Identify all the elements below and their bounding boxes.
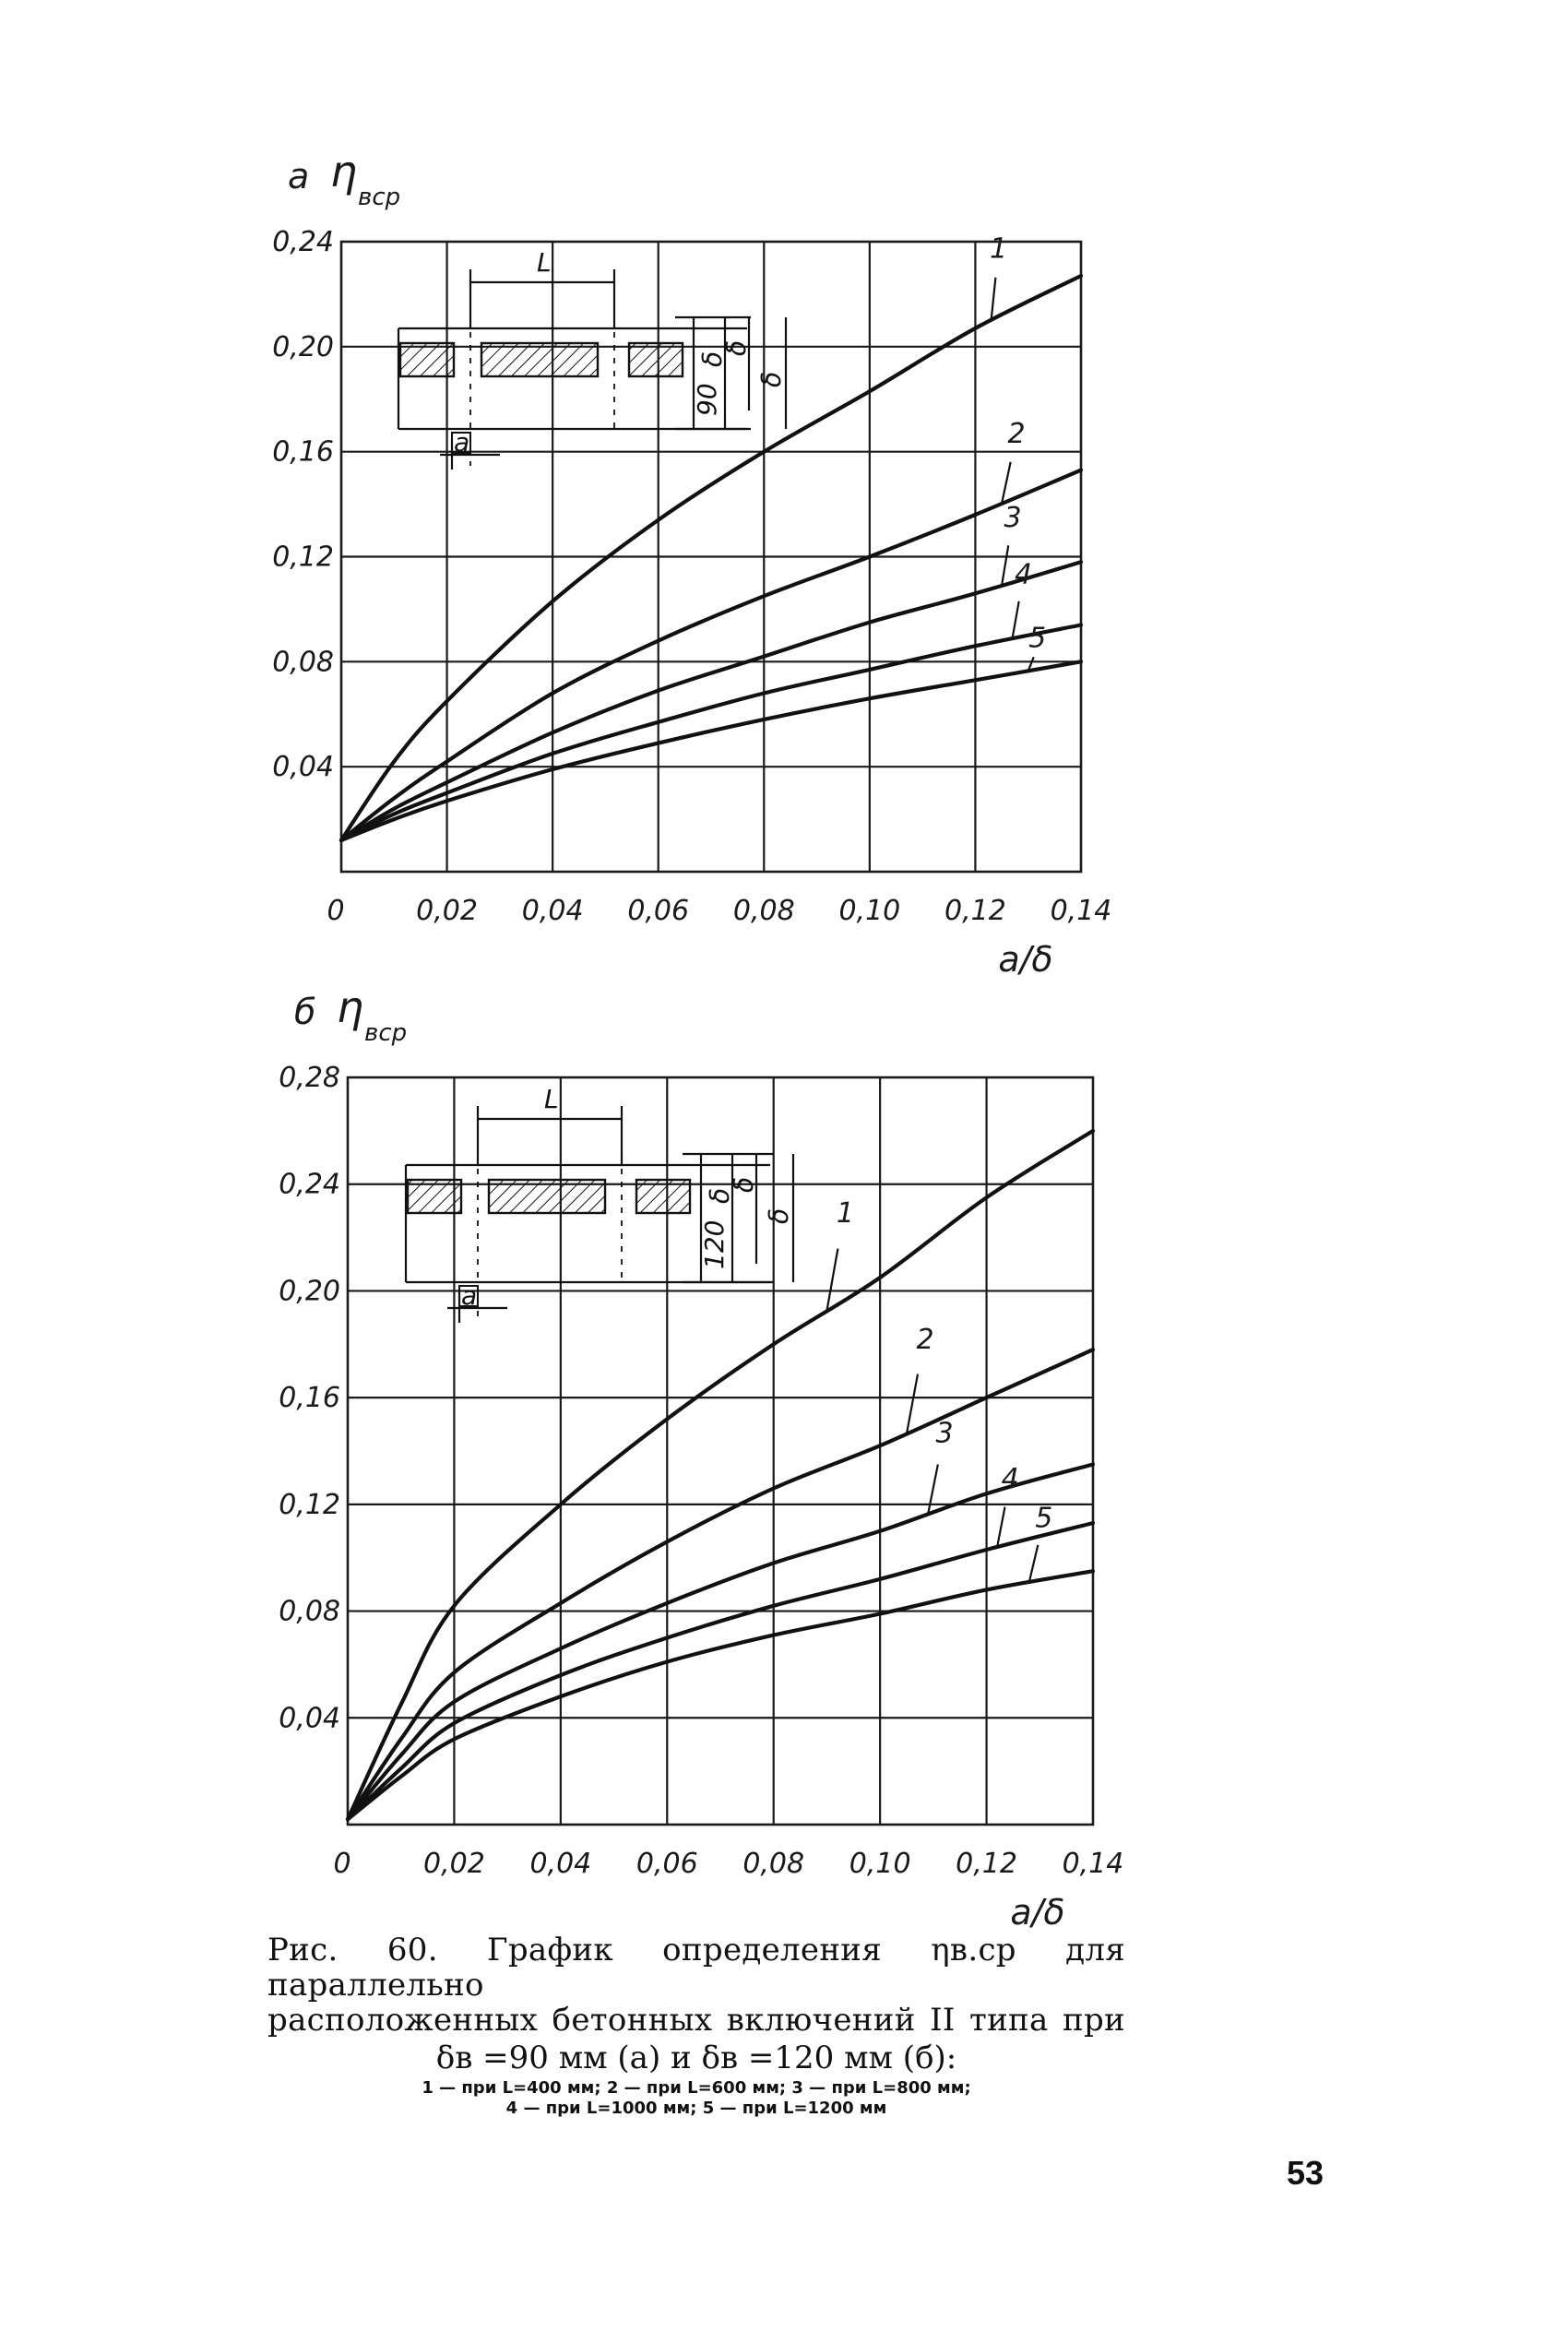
y-tick-label: 0,08	[272, 646, 334, 679]
series-group	[341, 232, 1081, 840]
series-leader-2	[1002, 462, 1011, 504]
x-tick-label: 0,06	[636, 1848, 698, 1880]
inset-delta-sub-label: δ	[729, 1176, 759, 1193]
x-tick-label: 0,14	[1050, 895, 1112, 927]
series-leader-4	[1013, 601, 1019, 639]
inset-delta-sub-label: δ	[721, 339, 752, 356]
y-tick-label: 0,16	[279, 1382, 340, 1415]
panel-label: а	[288, 156, 310, 196]
series-label-1: 1	[836, 1197, 854, 1231]
y-tick-label: 0,12	[279, 1488, 340, 1521]
y-axis-label-sub: вср	[364, 1019, 408, 1047]
series-label-5: 5	[1028, 622, 1047, 655]
inset-inclusion-block	[629, 343, 683, 376]
inset-inclusion-block	[636, 1180, 690, 1213]
series-label-5: 5	[1035, 1502, 1053, 1535]
series-leader-1	[992, 278, 996, 321]
inset-delta-label: δ	[764, 1207, 794, 1224]
series-label-1: 1	[990, 232, 1008, 266]
series-label-2: 2	[916, 1324, 934, 1357]
inset-a-label: a	[454, 427, 470, 458]
x-tick-label: 0,06	[627, 895, 690, 927]
series-label-4: 4	[1014, 558, 1033, 591]
series-leader-3	[928, 1465, 938, 1515]
x-tick-label: 0,02	[416, 895, 478, 927]
x-tick-label: 0,12	[956, 1848, 1017, 1880]
inset-thickness-label: 90	[692, 383, 722, 416]
series-leader-1	[826, 1249, 837, 1312]
x-tick-label: 0,08	[732, 895, 795, 927]
x-tick-label: 0,14	[1062, 1848, 1124, 1880]
inset-inclusion-block	[489, 1180, 605, 1213]
y-tick-label: 0,28	[279, 1062, 340, 1094]
grid	[341, 242, 1081, 872]
caption-legend-2: 4 — при L=1000 мм; 5 — при L=1200 мм	[505, 2099, 887, 2118]
y-tick-label: 0,08	[279, 1595, 340, 1628]
series-label-4: 4	[1001, 1463, 1019, 1496]
series-label-2: 2	[1007, 417, 1026, 450]
x-tick-label: 0,08	[742, 1848, 805, 1880]
series-line-2	[341, 470, 1081, 840]
chart-panel-1	[272, 147, 1111, 980]
series-line-5	[341, 661, 1081, 840]
panel-label: б	[294, 992, 316, 1032]
inset-inclusion-block	[481, 343, 598, 376]
series-line-3	[348, 1465, 1093, 1820]
series-leader-5	[1029, 1545, 1039, 1583]
caption-legend-1: 1 — при L=400 мм; 2 — при L=600 мм; 3 — при L=800 мм;	[422, 2078, 971, 2098]
caption-line-3: δв =90 мм (а) и δв =120 мм (б):	[435, 2040, 957, 2076]
x-tick-label: 0,10	[838, 895, 901, 927]
y-tick-label: 0,24	[279, 1168, 340, 1201]
y-tick-label: 0,04	[272, 751, 334, 784]
x-tick-label: 0,12	[944, 895, 1006, 927]
series-label-3: 3	[935, 1417, 954, 1450]
inset-delta-inner-label: δ	[697, 351, 728, 367]
x-tick-label: 0,04	[521, 895, 584, 927]
x-tick-label: 0,10	[849, 1848, 911, 1880]
inset-sketch	[398, 247, 787, 470]
series-line-5	[348, 1571, 1093, 1819]
x-tick-label: 0	[327, 895, 345, 927]
x-tick-label: 0,04	[529, 1848, 592, 1880]
page-number: 53	[1287, 2154, 1324, 2192]
inset-sketch	[406, 1084, 794, 1323]
inset-delta-inner-label: δ	[705, 1187, 735, 1204]
caption-line-2: расположенных бетонных включений II типа при	[267, 2002, 1125, 2039]
series-leader-4	[997, 1507, 1004, 1548]
y-axis-label: η	[330, 147, 358, 196]
x-axis-label: a/δ	[998, 939, 1053, 980]
figure-caption	[267, 1933, 1125, 2119]
y-tick-label: 0,20	[272, 330, 334, 363]
series-leader-3	[1002, 545, 1008, 586]
x-tick-label: 0	[333, 1848, 351, 1880]
x-tick-label: 0,02	[423, 1848, 485, 1880]
y-tick-label: 0,24	[272, 226, 334, 258]
y-axis-label-sub: вср	[358, 184, 401, 211]
y-tick-label: 0,20	[279, 1275, 340, 1308]
series-leader-2	[907, 1374, 918, 1434]
inset-a-label: a	[461, 1280, 478, 1311]
inset-inclusion-block	[400, 343, 454, 376]
series-line-2	[348, 1350, 1093, 1819]
caption-line-1: Рис. 60. График определения ηв.ср для параллельно	[267, 1932, 1125, 2004]
inset-L-label: L	[544, 1084, 559, 1114]
inset-delta-label: δ	[756, 371, 787, 387]
series-label-3: 3	[1004, 501, 1022, 534]
inset-L-label: L	[537, 247, 552, 278]
inset-inclusion-block	[408, 1180, 461, 1213]
chart-panel-2	[279, 982, 1123, 1933]
inset-thickness-label: 120	[699, 1219, 730, 1269]
y-tick-label: 0,04	[279, 1702, 340, 1735]
series-line-4	[348, 1523, 1093, 1819]
y-axis-label: η	[337, 982, 364, 1032]
x-axis-label: a/δ	[1010, 1892, 1065, 1933]
y-tick-label: 0,12	[272, 541, 334, 574]
y-tick-label: 0,16	[272, 435, 334, 469]
